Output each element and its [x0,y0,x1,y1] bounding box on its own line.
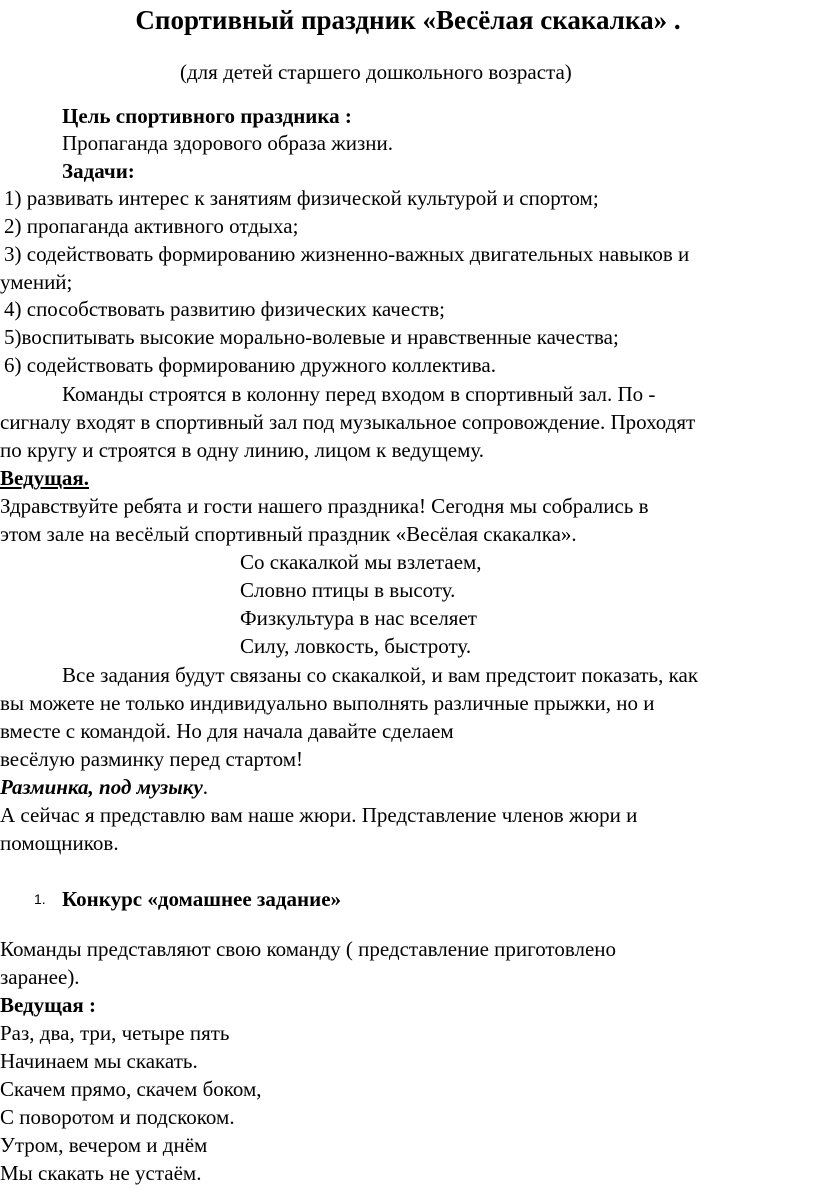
task-item-continuation: умений; [0,270,73,294]
intro-line: по кругу и строятся в одну линию, лицом к ведущему. [0,438,485,462]
tasks-paragraph-line: вместе с командой. Но для начала давайте сделаем [0,719,454,743]
contest-number: 1. [34,891,46,907]
task-item: 2) пропаганда активного отдыха; [4,214,299,238]
tasks-paragraph-line: Все задания будут связаны со скакалкой, и вам предстоит показать, как [62,663,699,687]
task-item: 1) развивать интерес к занятиям физической культурой и спортом; [4,186,599,210]
warmup-line [0,773,208,801]
jury-line: А сейчас я представлю вам наше жюри. Представление членов жюри и [0,803,638,827]
poem2-line: Мы скакать не устаём. [0,1161,202,1185]
host-heading: Ведущая. [0,466,90,490]
subtitle: (для детей старшего дошкольного возраста) [180,60,572,84]
poem-line: Со скакалкой мы взлетаем, [240,550,482,574]
task-item: 3) содействовать формированию жизненно-важных двигательных навыков и [4,242,690,266]
tasks-paragraph-line: вы можете не только индивидуально выполнять различные прыжки, но и [0,691,655,715]
poem-line: Физкультура в нас вселяет [240,606,477,630]
contest-title: Конкурс «домашнее задание» [62,887,342,911]
poem-line: Словно птицы в высоту. [240,578,456,602]
task-item: 5)воспитывать высокие морально-волевые и нравственные качества; [4,325,619,349]
warmup-label: Разминка, под музыку [0,775,203,799]
poem-line: Силу, ловкость, быстроту. [240,634,472,658]
poem2-line: Скачем прямо, скачем боком, [0,1077,262,1101]
greeting-line: Здравствуйте ребята и гости нашего праздника! Сегодня мы собрались в [0,494,649,518]
warmup-period: . [202,775,209,799]
host-heading-2: Ведущая : [0,993,97,1017]
goal-text: Пропаганда здорового образа жизни. [62,131,394,155]
poem2-line: Начинаем мы скакать. [0,1049,198,1073]
intro-line: Команды строятся в колонну перед входом в спортивный зал. По - [62,382,656,406]
jury-line: помощников. [0,831,119,855]
greeting-line: этом зале на весёлый спортивный праздник «Весёлая скакалка». [0,522,577,546]
teams-line: Команды представляют свою команду ( представление приготовлено [0,937,617,961]
poem2-line: Утром, вечером и днём [0,1133,208,1157]
intro-line: сигналу входят в спортивный зал под музыкальное сопровождение. Проходят [0,410,696,434]
goal-heading: Цель спортивного праздника : [62,104,352,128]
tasks-paragraph-line: весёлую разминку перед стартом! [0,747,304,771]
page-title: Спортивный праздник «Весёлая скакалка» . [135,5,681,35]
poem2-line: С поворотом и подскоком. [0,1105,235,1129]
poem2-line: Раз, два, три, четыре пять [0,1021,230,1045]
tasks-heading: Задачи: [62,159,135,183]
task-item: 6) содействовать формированию дружного коллектива. [4,353,496,377]
teams-line: заранее). [0,965,80,989]
task-item: 4) способствовать развитию физических качеств; [4,297,445,321]
